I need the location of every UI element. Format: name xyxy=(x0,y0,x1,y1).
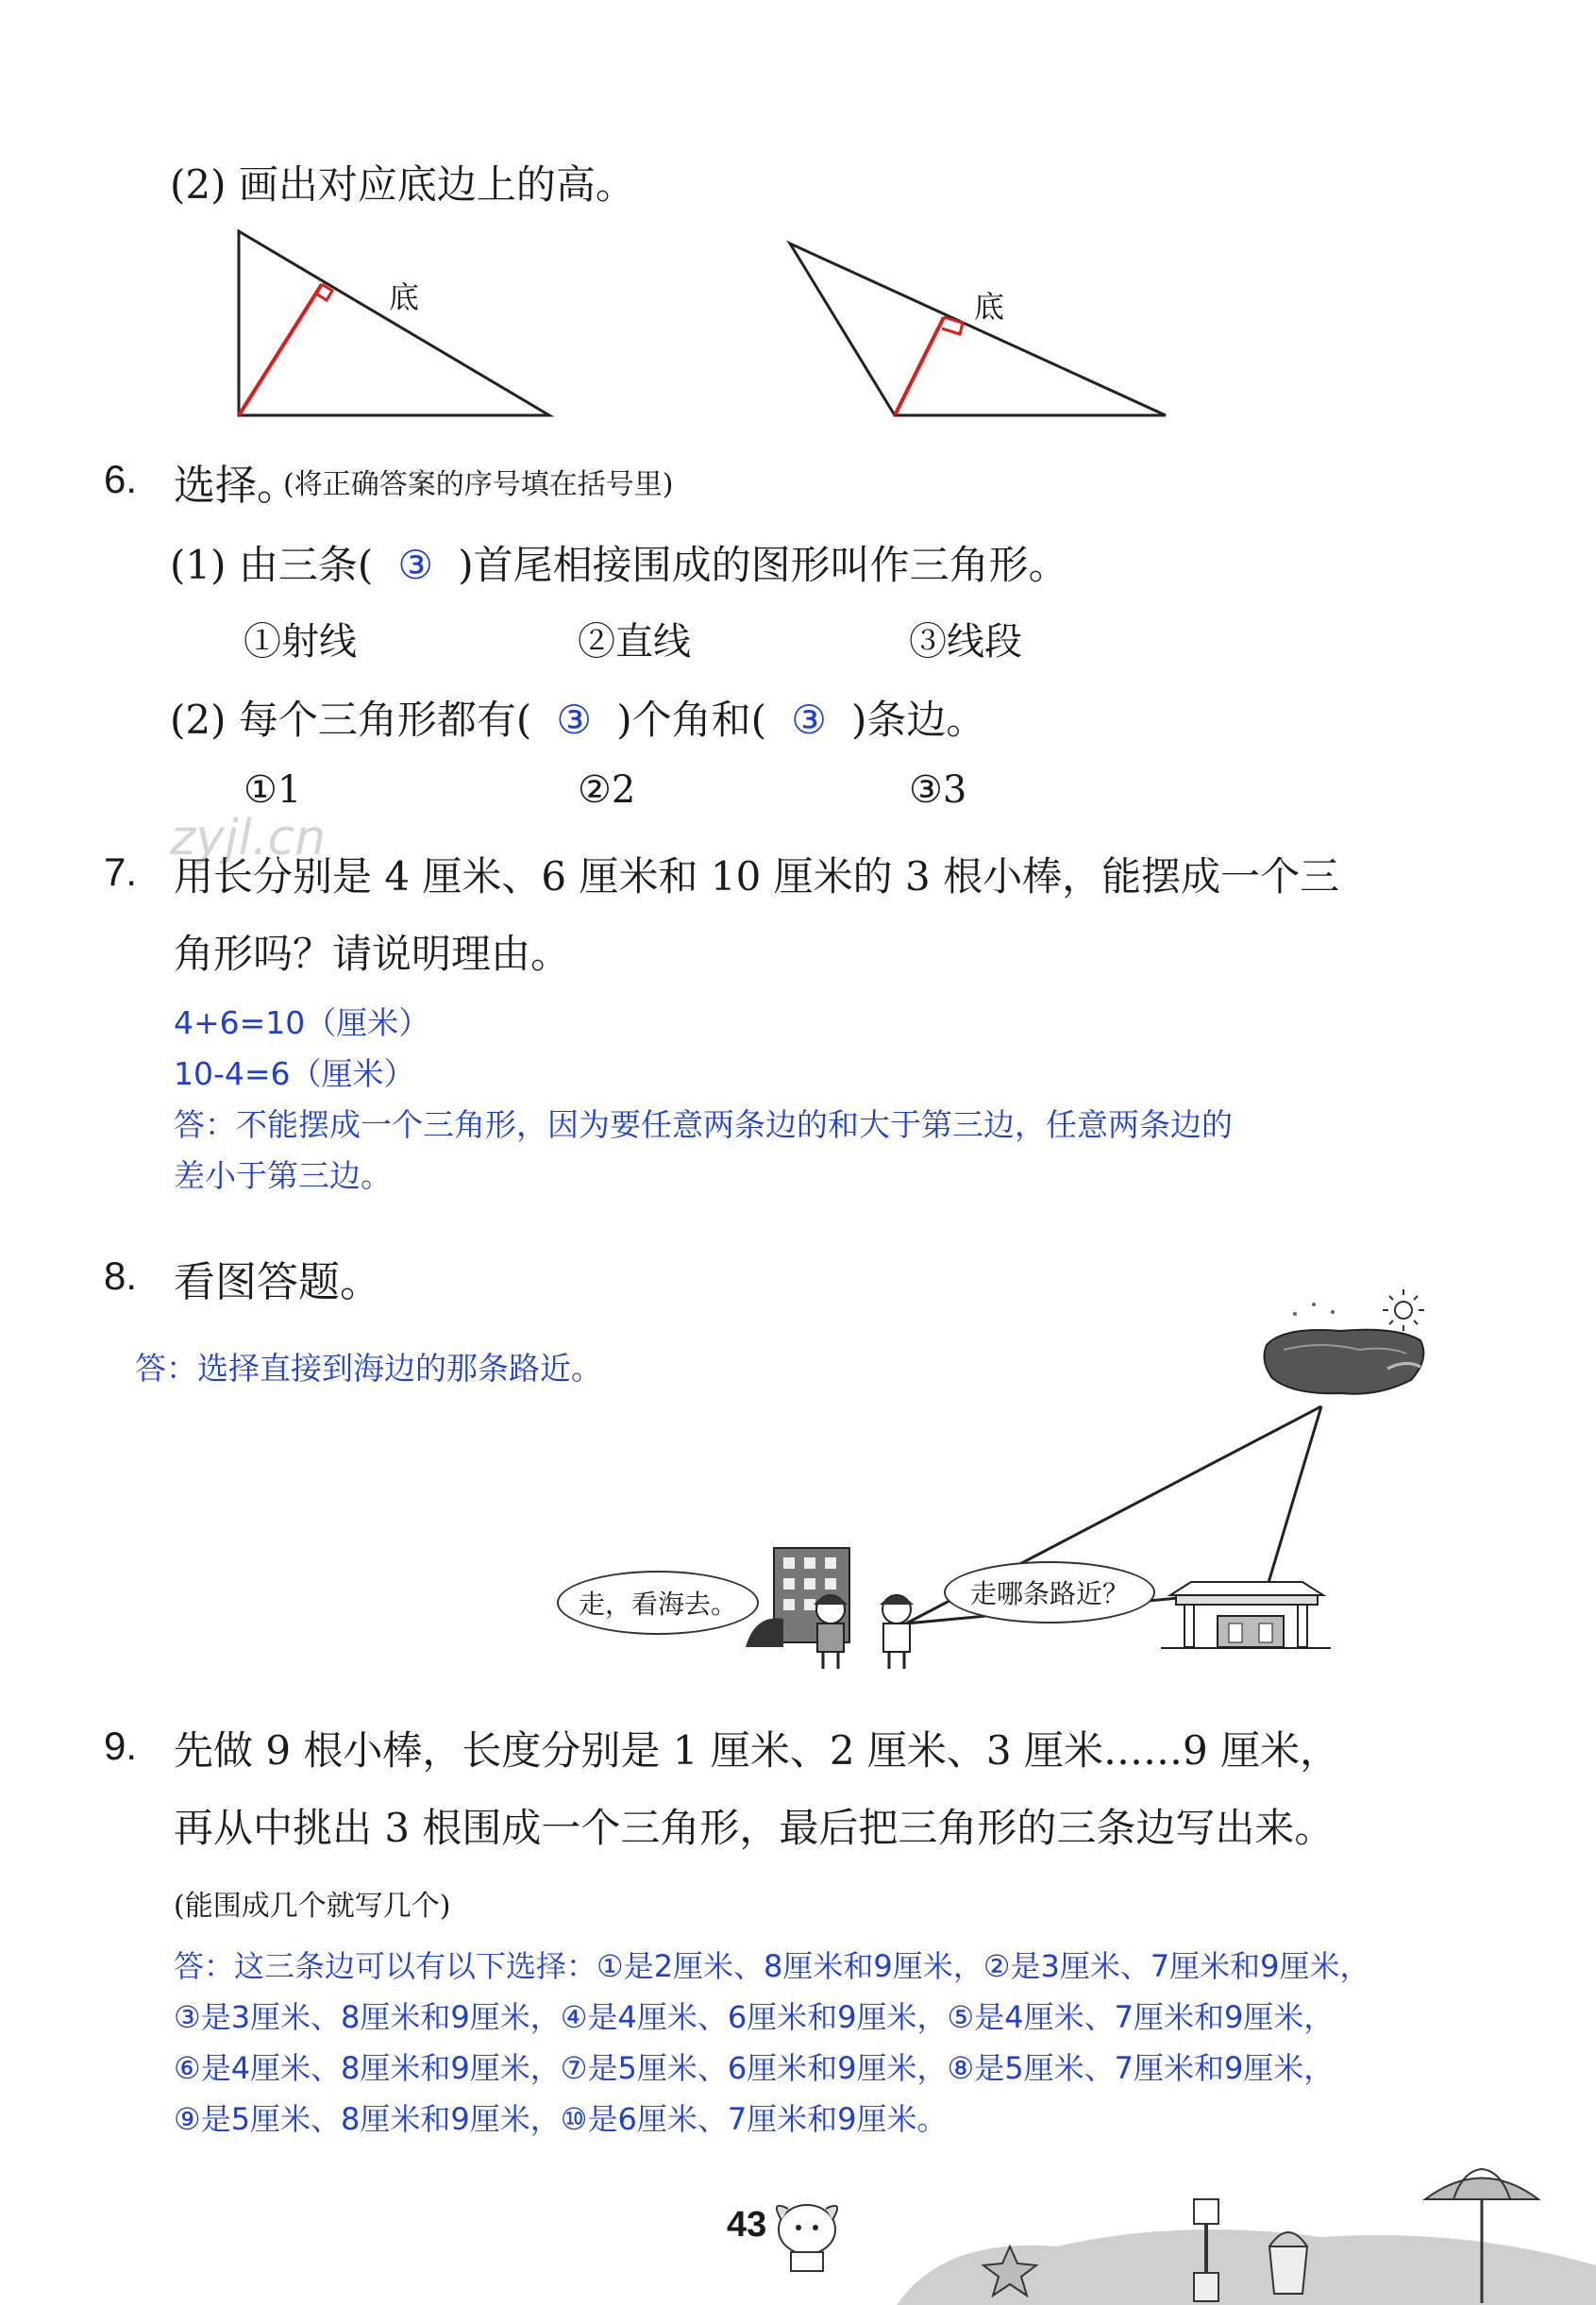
q7-number: 7. xyxy=(104,850,138,894)
q8-answer: 答：选择直接到海边的那条路近。 xyxy=(135,1350,602,1387)
q9-answer-line-3: ⑥是4厘米、8厘米和9厘米，⑦是5厘米、6厘米和9厘米，⑧是5厘米、7厘米和9厘米， xyxy=(174,2050,1335,2086)
q7-answer-line-4: 差小于第三边。 xyxy=(174,1157,392,1194)
q7-answer-line-2: 10-4=6（厘米） xyxy=(174,1055,415,1092)
watermark: zyjl.cn xyxy=(170,810,327,866)
base-label-2: 底 xyxy=(974,289,1005,325)
q6-number: 6. xyxy=(104,457,138,501)
gas-station-icon xyxy=(1161,1582,1331,1648)
footer-decoration xyxy=(0,2162,1596,2305)
q5-sub2-text: (2) 画出对应底边上的高。 xyxy=(170,161,635,208)
q6-sub2-answer-2: ③ xyxy=(791,697,827,743)
q6-sub2-option-1: ①1 xyxy=(244,768,302,812)
q9-answer-line-2: ③是3厘米、8厘米和9厘米，④是4厘米、6厘米和9厘米，⑤是4厘米、7厘米和9厘米， xyxy=(174,1999,1335,2035)
q9-line1: 先做 9 根小棒，长度分别是 1 厘米、2 厘米、3 厘米……9 厘米， xyxy=(174,1727,1340,1774)
q6-sub2-answer-1: ③ xyxy=(556,697,593,743)
q6-sub1-option-3: ③线段 xyxy=(909,620,1022,664)
path-side xyxy=(1265,1406,1321,1595)
q7-answer-line-3: 答：不能摆成一个三角形，因为要任意两条边的和大于第三边，任意两条边的 xyxy=(174,1106,1233,1143)
sun-icon xyxy=(1383,1289,1424,1331)
q6-sub1: (1) 由三条( ③ )首尾相接围成的图形叫作三角形。 xyxy=(170,542,1068,588)
q9-note: (能围成几个就写几个) xyxy=(174,1890,451,1923)
q6-sub1-option-2: ②直线 xyxy=(578,620,691,664)
q9-line2: 再从中挑出 3 根围成一个三角形，最后把三角形的三条边写出来。 xyxy=(174,1805,1335,1851)
q9-answer-line-1: 答：这三条边可以有以下选择：①是2厘米、8厘米和9厘米，②是3厘米、7厘米和9厘米， xyxy=(174,1948,1370,1984)
q6-sub2: (2) 每个三角形都有( ③ )个角和( ③ )条边。 xyxy=(170,697,986,743)
q7-line2: 角形吗？请说明理由。 xyxy=(174,931,571,977)
q6-title: 选择。 xyxy=(174,462,298,510)
q9-number: 9. xyxy=(104,1724,138,1768)
q8-title: 看图答题。 xyxy=(174,1258,381,1306)
q7-answer-line-1: 4+6=10（厘米） xyxy=(174,1004,430,1041)
q6-sub1-answer: ③ xyxy=(397,542,434,588)
speech-bubble-1: 走，看海去。 xyxy=(557,1571,759,1635)
page-number: 43 xyxy=(727,2205,767,2245)
q6-sub2-option-2: ②2 xyxy=(578,768,636,812)
sea-rock-icon xyxy=(1265,1330,1424,1394)
q9-answer-line-4: ⑨是5厘米、8厘米和9厘米，⑩是6厘米、7厘米和9厘米。 xyxy=(174,2101,948,2137)
q6-sub1-option-1: ①射线 xyxy=(244,620,357,664)
q6-sub2-option-3: ③3 xyxy=(909,768,967,812)
base-label-1: 底 xyxy=(389,279,420,315)
speech-bubble-2: 走哪条路近？ xyxy=(944,1561,1155,1624)
q6-note: (将正确答案的序号填在括号里) xyxy=(283,468,674,501)
puppy-icon xyxy=(777,2205,837,2271)
birds-decoration xyxy=(1293,1303,1335,1316)
children-icon xyxy=(814,1595,914,1669)
q7-line1: 用长分别是 4 厘米、6 厘米和 10 厘米的 3 根小棒，能摆成一个三 xyxy=(174,853,1340,900)
q8-number: 8. xyxy=(104,1253,138,1298)
